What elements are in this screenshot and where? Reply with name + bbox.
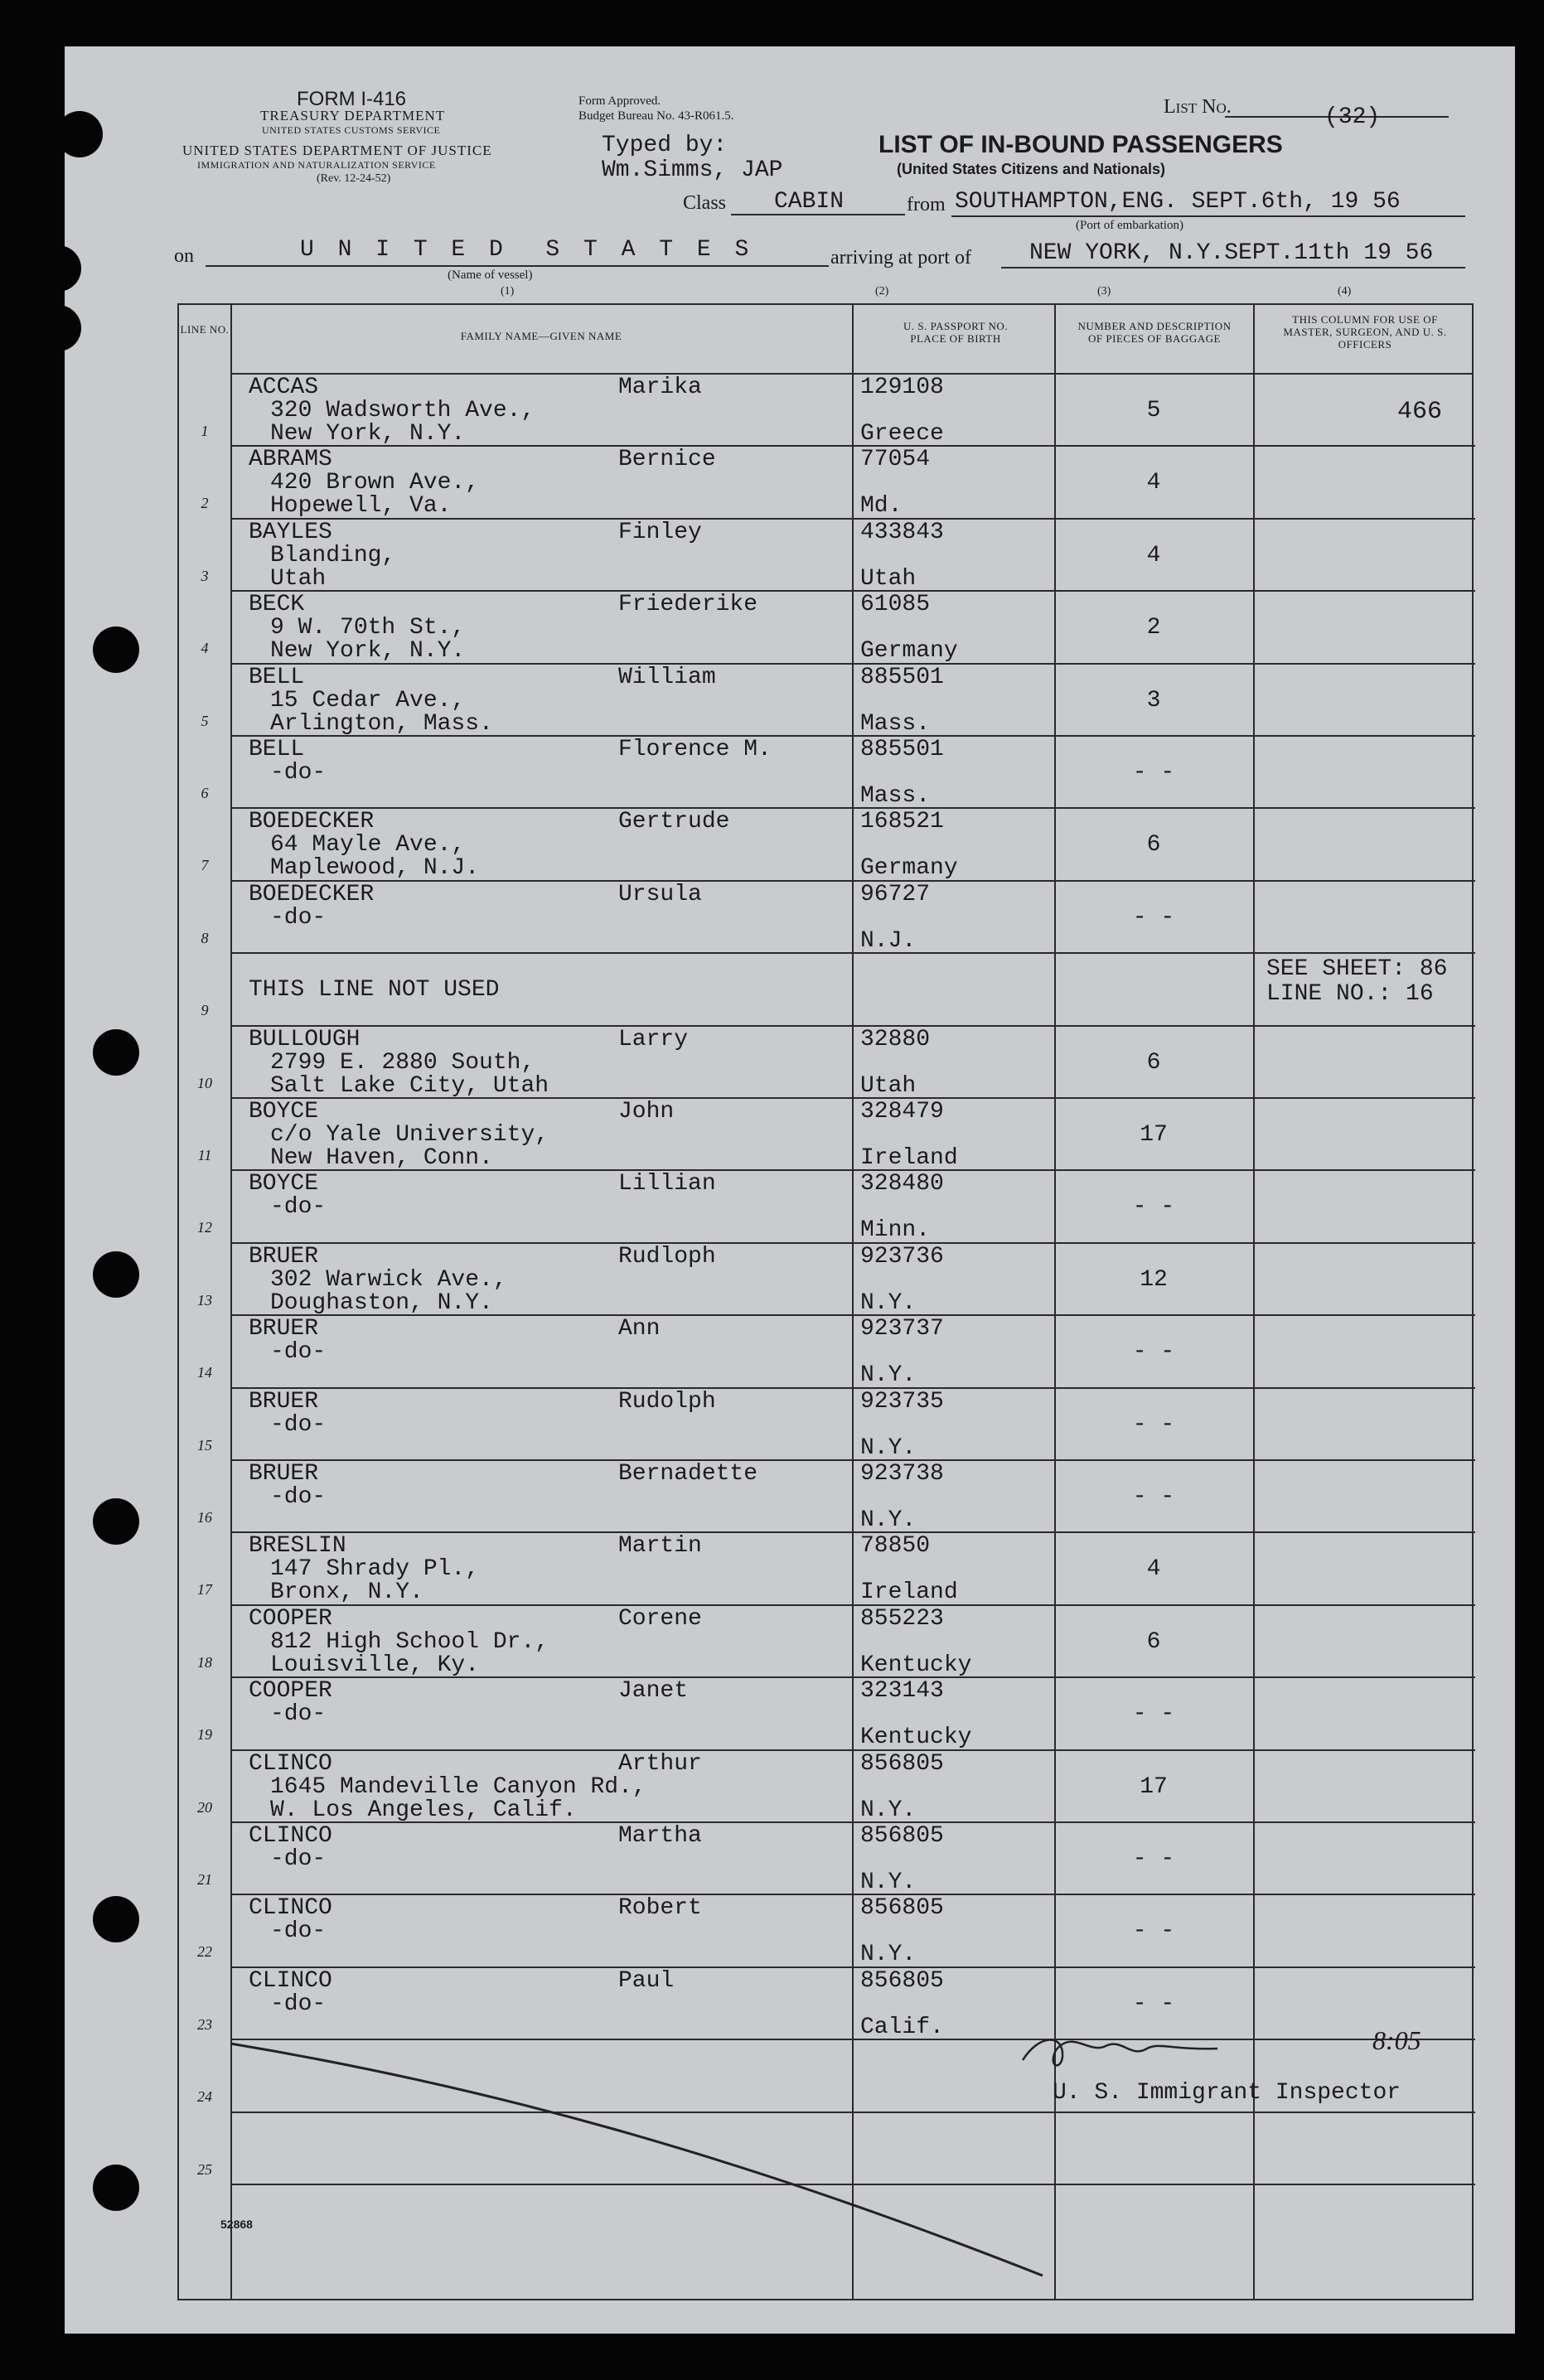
table-row — [179, 1678, 1475, 1750]
footer-code: 52868 — [220, 2218, 253, 2231]
family-name: BAYLES — [249, 519, 332, 545]
family-name: BULLOUGH — [249, 1026, 361, 1052]
table-row — [179, 1968, 1475, 2040]
table-row — [179, 1171, 1475, 1243]
passport-number: 323143 — [860, 1678, 944, 1705]
address-line-1: -do- — [270, 1411, 327, 1438]
line-number: 10 — [197, 1074, 212, 1091]
address-line-1: 2799 E. 2880 South, — [270, 1049, 535, 1076]
baggage-count: 5 — [1146, 398, 1161, 423]
signature-time: 8:05 — [1372, 2025, 1421, 2055]
table-row — [179, 954, 1475, 1026]
place-of-birth: Calif. — [860, 2014, 944, 2040]
line-number: 20 — [197, 1798, 212, 1816]
address-line-2: Maplewood, N.J. — [270, 855, 480, 882]
family-name: BELL — [249, 737, 305, 762]
officer-note: 466 — [1397, 398, 1443, 426]
passport-number: 32880 — [860, 1026, 931, 1052]
punch-hole — [93, 1498, 139, 1545]
punch-hole — [35, 245, 81, 292]
passport-number: 923736 — [860, 1243, 944, 1270]
family-name: BRUER — [249, 1243, 319, 1270]
given-name: Martin — [618, 1533, 702, 1560]
address-line-2: Hopewell, Va. — [270, 493, 452, 520]
place-of-birth: Kentucky — [860, 1725, 972, 1751]
place-of-birth: Germany — [860, 638, 958, 665]
address-line-2: W. Los Angeles, Calif. — [270, 1797, 577, 1823]
table-row — [179, 1244, 1475, 1316]
line-number: 7 — [201, 857, 209, 874]
baggage-count: 3 — [1146, 687, 1161, 714]
line-number: 4 — [201, 640, 209, 657]
address-line-1: -do- — [270, 1701, 327, 1728]
list-no-label: List No. — [1164, 96, 1232, 118]
given-name: William — [618, 664, 716, 690]
family-name: BRESLIN — [249, 1533, 346, 1560]
line-number: 2 — [201, 495, 209, 512]
budget-bureau: Budget Bureau No. 43-R061.5. — [578, 109, 734, 123]
list-no-value: (32) — [1324, 104, 1381, 130]
address-line-2: New York, N.Y. — [270, 638, 466, 665]
passport-number: 168521 — [860, 809, 944, 835]
baggage-count: - - — [1132, 1484, 1175, 1510]
table-row — [179, 882, 1475, 954]
given-name: Finley — [618, 519, 702, 545]
baggage-count: 17 — [1140, 1773, 1168, 1800]
line-number: 25 — [197, 2160, 212, 2178]
passport-number: 433843 — [860, 519, 944, 545]
arriving-underline — [1001, 267, 1465, 268]
address-line-2: New Haven, Conn. — [270, 1145, 493, 1171]
table-row — [179, 1461, 1475, 1533]
customs-service: UNITED STATES CUSTOMS SERVICE — [262, 124, 441, 136]
table-row — [179, 447, 1475, 519]
address-line-1: -do- — [270, 1918, 327, 1945]
family-name: BOEDECKER — [249, 881, 375, 907]
place-of-birth: N.J. — [860, 927, 917, 954]
place-of-birth: N.Y. — [860, 1942, 917, 1968]
family-name: THIS LINE NOT USED — [249, 977, 500, 1004]
table-row — [179, 737, 1475, 809]
header-name: FAMILY NAME—GIVEN NAME — [460, 330, 622, 342]
baggage-count: - - — [1132, 904, 1175, 931]
typed-by-name: Wm.Simms, JAP — [602, 157, 783, 183]
baggage-count: - - — [1132, 1411, 1175, 1438]
address-line-1: 302 Warwick Ave., — [270, 1266, 507, 1293]
given-name: Janet — [618, 1678, 689, 1705]
column-number-4: (4) — [1338, 285, 1352, 298]
table-row — [179, 375, 1475, 447]
line-number: 15 — [197, 1436, 212, 1454]
passport-number: 856805 — [860, 1750, 944, 1777]
family-name: BRUER — [249, 1461, 319, 1487]
baggage-count: - - — [1132, 1846, 1175, 1872]
passport-number: 923737 — [860, 1316, 944, 1342]
address-line-2: Utah — [270, 565, 327, 592]
given-name: Paul — [618, 1967, 675, 1994]
document-title: LIST OF IN-BOUND PASSENGERS — [878, 131, 1283, 158]
line-number: 5 — [201, 712, 209, 729]
address-line-1: -do- — [270, 1846, 327, 1872]
baggage-count: - - — [1132, 760, 1175, 786]
place-of-birth: Ireland — [860, 1145, 958, 1171]
family-name: ABRAMS — [249, 447, 332, 473]
family-name: CLINCO — [249, 1823, 332, 1849]
baggage-count: 17 — [1140, 1122, 1168, 1148]
family-name: ACCAS — [249, 375, 319, 400]
header-passport: U. S. PASSPORT NO. PLACE OF BIRTH — [903, 320, 1008, 345]
place-of-birth: N.Y. — [860, 1797, 917, 1823]
passport-number: 856805 — [860, 1967, 944, 1994]
address-line-1: 1645 Mandeville Canyon Rd., — [270, 1773, 646, 1800]
table-row — [179, 1533, 1475, 1605]
baggage-count: 2 — [1146, 615, 1161, 641]
passport-number: 856805 — [860, 1823, 944, 1849]
officer-note: SEE SHEET: 86 LINE NO.: 16 — [1266, 956, 1448, 1008]
given-name: Arthur — [618, 1750, 702, 1777]
place-of-birth: Ireland — [860, 1579, 958, 1606]
address-line-2: Doughaston, N.Y. — [270, 1289, 493, 1316]
column-number-1: (1) — [501, 285, 515, 298]
punch-hole — [35, 305, 81, 351]
table-row — [179, 1895, 1475, 1967]
address-line-2: Louisville, Ky. — [270, 1652, 480, 1678]
address-line-1: -do- — [270, 1194, 327, 1221]
line-number: 19 — [197, 1726, 212, 1744]
header-line-no: LINE NO. — [180, 323, 230, 336]
family-name: CLINCO — [249, 1895, 332, 1922]
baggage-count: 6 — [1146, 1049, 1161, 1076]
given-name: Marika — [618, 375, 702, 400]
passport-number: 885501 — [860, 737, 944, 762]
form-number: FORM I-416 — [297, 88, 407, 110]
line-number: 8 — [201, 929, 209, 946]
table-row — [179, 520, 1475, 592]
baggage-count: - - — [1132, 1991, 1175, 2017]
line-number: 1 — [201, 423, 209, 439]
address-line-1: -do- — [270, 904, 327, 931]
line-number: 23 — [197, 2015, 212, 2033]
form-revision: (Rev. 12-24-52) — [317, 172, 391, 185]
inspector-caption: U. S. Immigrant Inspector — [1053, 2080, 1401, 2106]
line-number: 24 — [197, 2088, 212, 2106]
address-line-1: 15 Cedar Ave., — [270, 687, 466, 714]
passport-number: 855223 — [860, 1605, 944, 1632]
passport-number: 856805 — [860, 1895, 944, 1922]
address-line-1: 9 W. 70th St., — [270, 615, 466, 641]
from-underline — [951, 215, 1465, 217]
table-row — [179, 1606, 1475, 1678]
given-name: Ursula — [618, 881, 702, 907]
given-name: Robert — [618, 1895, 702, 1922]
punch-hole — [93, 1896, 139, 1942]
passport-number: 885501 — [860, 664, 944, 690]
table-row — [179, 1751, 1475, 1823]
family-name: BOYCE — [249, 1171, 319, 1197]
given-name: Lillian — [618, 1171, 716, 1197]
passenger-table — [177, 303, 1474, 2300]
from-label: from — [907, 194, 946, 215]
given-name: Larry — [618, 1026, 689, 1052]
address-line-2: New York, N.Y. — [270, 421, 466, 447]
place-of-birth: N.Y. — [860, 1434, 917, 1461]
line-number: 9 — [201, 1002, 209, 1019]
address-line-1: -do- — [270, 1484, 327, 1510]
given-name: Ann — [618, 1316, 661, 1342]
class-value: CABIN — [774, 189, 845, 215]
passport-number: 96727 — [860, 881, 931, 907]
place-of-birth: Mass. — [860, 783, 931, 809]
punch-hole — [93, 1251, 139, 1298]
passport-number: 328480 — [860, 1171, 944, 1197]
address-line-1: -do- — [270, 760, 327, 786]
table-row — [179, 592, 1475, 664]
typed-by-label: Typed by: — [602, 133, 728, 158]
given-name: Bernadette — [618, 1461, 758, 1487]
treasury-department: TREASURY DEPARTMENT — [260, 108, 446, 123]
address-line-2: Salt Lake City, Utah — [270, 1072, 549, 1099]
address-line-1: -do- — [270, 1339, 327, 1366]
vessel-name: U N I T E D S T A T E S — [300, 237, 754, 263]
line-number: 16 — [197, 1509, 212, 1526]
passport-number: 77054 — [860, 447, 931, 473]
baggage-count: 12 — [1140, 1266, 1168, 1293]
baggage-count: 6 — [1146, 832, 1161, 859]
line-number: 13 — [197, 1291, 212, 1309]
passport-number: 61085 — [860, 592, 931, 618]
document-subtitle: (United States Citizens and Nationals) — [897, 161, 1166, 177]
vessel-caption: (Name of vessel) — [448, 268, 533, 282]
place-of-birth: Kentucky — [860, 1652, 972, 1678]
address-line-1: 64 Mayle Ave., — [270, 832, 466, 859]
baggage-count: 4 — [1146, 470, 1161, 496]
from-value: SOUTHAMPTON,ENG. SEPT.6th, 19 56 — [955, 189, 1401, 215]
form-approved: Form Approved. — [578, 94, 661, 108]
family-name: COOPER — [249, 1605, 332, 1632]
punch-hole — [93, 2165, 139, 2211]
address-line-1: Blanding, — [270, 542, 396, 568]
place-of-birth: N.Y. — [860, 1289, 917, 1316]
ins-service: IMMIGRATION AND NATURALIZATION SERVICE — [197, 159, 436, 171]
baggage-count: - - — [1132, 1339, 1175, 1366]
baggage-count: 6 — [1146, 1628, 1161, 1655]
passport-number: 129108 — [860, 375, 944, 400]
column-number-3: (3) — [1097, 285, 1111, 298]
passport-number: 78850 — [860, 1533, 931, 1560]
table-row — [179, 665, 1475, 737]
place-of-birth: Germany — [860, 855, 958, 882]
given-name: Bernice — [618, 447, 716, 473]
table-row — [179, 1099, 1475, 1171]
given-name: John — [618, 1099, 675, 1125]
place-of-birth: Minn. — [860, 1217, 931, 1244]
baggage-count: 4 — [1146, 1556, 1161, 1583]
cancel-stroke — [230, 2035, 1059, 2284]
place-of-birth: Greece — [860, 421, 944, 447]
address-line-1: 420 Brown Ave., — [270, 470, 480, 496]
place-of-birth: Md. — [860, 493, 903, 520]
arriving-label: arriving at port of — [830, 247, 971, 268]
line-number: 14 — [197, 1364, 212, 1381]
line-number: 17 — [197, 1581, 212, 1599]
place-of-birth: N.Y. — [860, 1870, 917, 1895]
family-name: CLINCO — [249, 1967, 332, 1994]
manifest-sheet — [65, 46, 1515, 2334]
passport-number: 923738 — [860, 1461, 944, 1487]
line-number: 11 — [197, 1147, 212, 1163]
header-officers: THIS COLUMN FOR USE OF MASTER, SURGEON, AND U. S. OFFICERS — [1283, 313, 1447, 351]
baggage-count: - - — [1132, 1701, 1175, 1728]
class-label: Class — [683, 192, 727, 214]
vessel-underline — [206, 265, 829, 267]
family-name: BRUER — [249, 1316, 319, 1342]
given-name: Florence M. — [618, 737, 772, 762]
baggage-count: 4 — [1146, 542, 1161, 568]
place-of-birth: Utah — [860, 1072, 917, 1099]
given-name: Gertrude — [618, 809, 730, 835]
family-name: BOEDECKER — [249, 809, 375, 835]
place-of-birth: N.Y. — [860, 1507, 917, 1533]
address-line-1: 147 Shrady Pl., — [270, 1556, 480, 1583]
table-row — [179, 1389, 1475, 1461]
line-number: 22 — [197, 1943, 212, 1961]
family-name: BOYCE — [249, 1099, 319, 1125]
address-line-2: Arlington, Mass. — [270, 710, 493, 737]
on-label: on — [174, 245, 194, 267]
justice-department: UNITED STATES DEPARTMENT OF JUSTICE — [182, 143, 492, 158]
place-of-birth: Mass. — [860, 710, 931, 737]
port-caption: (Port of embarkation) — [1076, 219, 1183, 232]
address-line-1: -do- — [270, 1991, 327, 2017]
family-name: COOPER — [249, 1678, 332, 1705]
given-name: Martha — [618, 1823, 702, 1849]
punch-hole — [93, 626, 139, 673]
given-name: Rudloph — [618, 1243, 716, 1270]
table-row — [179, 1316, 1475, 1388]
passport-number: 328479 — [860, 1099, 944, 1125]
family-name: BELL — [249, 664, 305, 690]
column-number-2: (2) — [875, 285, 889, 298]
table-row — [179, 1823, 1475, 1895]
given-name: Friederike — [618, 592, 758, 618]
place-of-birth: N.Y. — [860, 1362, 917, 1389]
baggage-count: - - — [1132, 1194, 1175, 1221]
family-name: BRUER — [249, 1388, 319, 1415]
given-name: Corene — [618, 1605, 702, 1632]
address-line-1: 320 Wadsworth Ave., — [270, 398, 535, 423]
line-number: 18 — [197, 1653, 212, 1671]
baggage-count: - - — [1132, 1918, 1175, 1945]
family-name: CLINCO — [249, 1750, 332, 1777]
given-name: Rudolph — [618, 1388, 716, 1415]
address-line-2: Bronx, N.Y. — [270, 1579, 424, 1606]
punch-hole — [93, 1029, 139, 1076]
header-baggage: NUMBER AND DESCRIPTION OF PIECES OF BAGGAGE — [1077, 320, 1232, 345]
line-number: 3 — [201, 567, 209, 584]
punch-hole — [56, 111, 103, 157]
family-name: BECK — [249, 592, 305, 618]
passport-number: 923735 — [860, 1388, 944, 1415]
table-row — [179, 1027, 1475, 1099]
line-number: 12 — [197, 1219, 212, 1236]
line-number: 6 — [201, 785, 209, 801]
table-row — [179, 809, 1475, 881]
arriving-value: NEW YORK, N.Y.SEPT.11th 19 56 — [1029, 240, 1434, 266]
address-line-1: c/o Yale University, — [270, 1122, 549, 1148]
place-of-birth: Utah — [860, 565, 917, 592]
line-number: 21 — [197, 1871, 212, 1888]
address-line-1: 812 High School Dr., — [270, 1628, 549, 1655]
